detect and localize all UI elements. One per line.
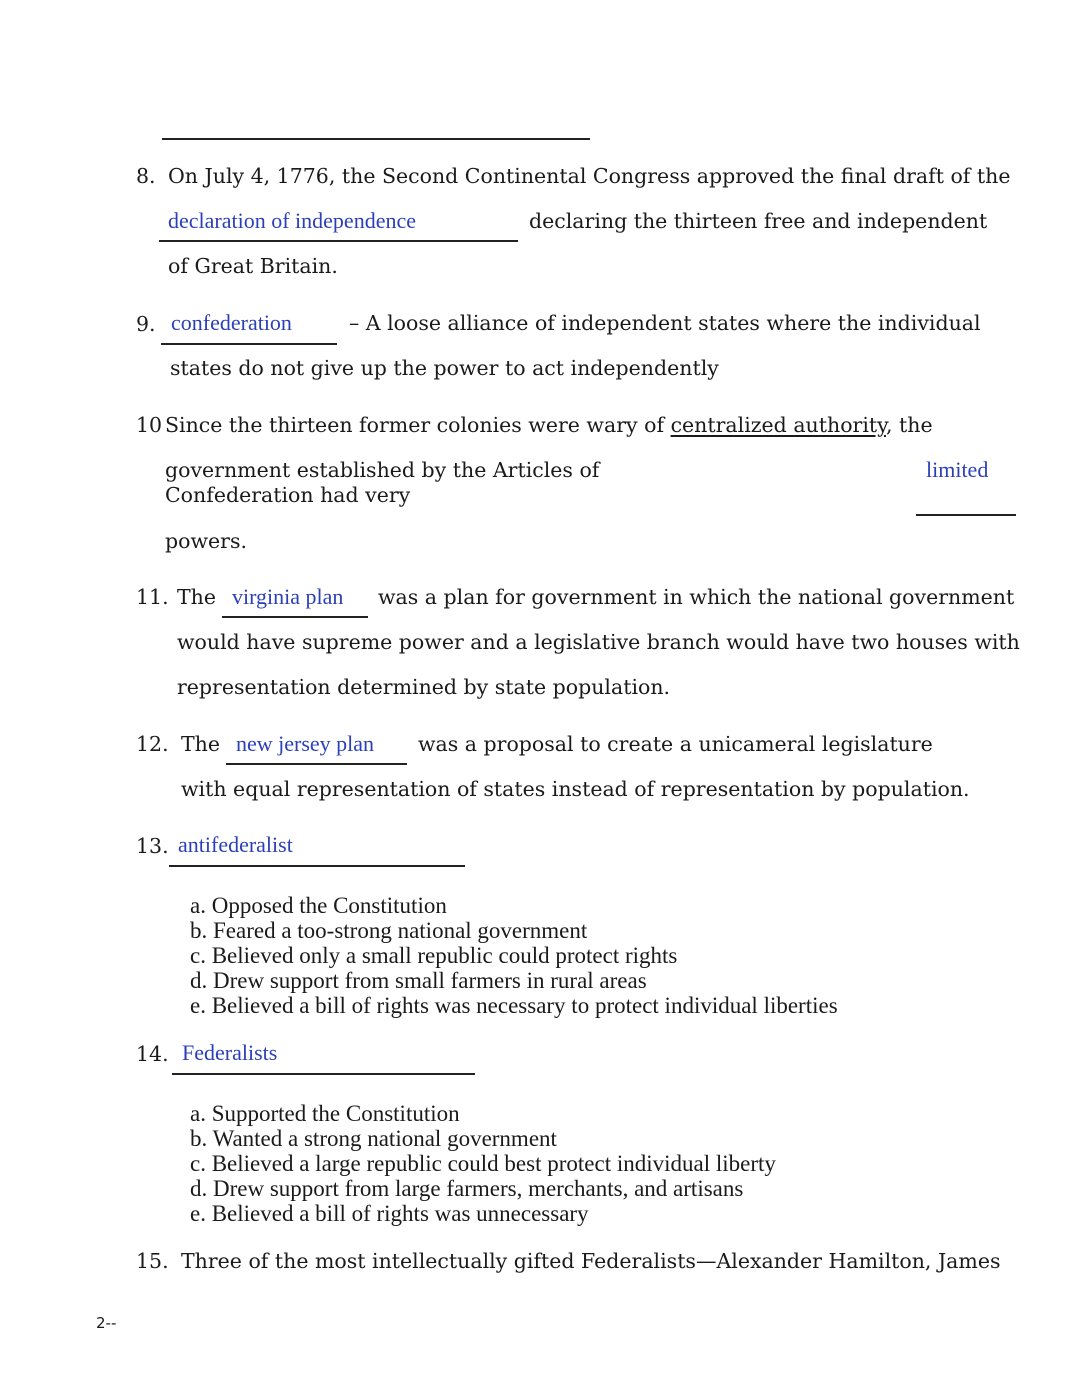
q10-text-2b: Confederation had very <box>165 483 411 507</box>
q10-text-1b: , the <box>885 413 933 437</box>
q8-text-2: declaring the thirteen free and independent <box>529 209 988 233</box>
list-text: Believed a large republic could best protect individual liberty <box>211 1151 776 1176</box>
q10-text-1a: Since the thirteen former colonies were wary of <box>165 413 665 437</box>
list-letter: b. <box>190 918 208 943</box>
q11-text-1: was a plan for government in which the national government <box>378 585 1015 609</box>
q14-number: 14. <box>136 1042 169 1066</box>
q11-answer-line <box>222 616 368 618</box>
q10-answer[interactable]: limited <box>926 457 989 482</box>
list-letter: b. <box>190 1126 208 1151</box>
list-item <box>190 1126 776 1151</box>
q11-answer[interactable]: virginia plan <box>232 584 344 609</box>
q8-number: 8. <box>136 164 156 188</box>
list-item <box>190 943 838 968</box>
list-item <box>190 993 838 1018</box>
q15-number: 15. <box>136 1249 169 1273</box>
q13-answer[interactable]: antifederalist <box>178 832 293 857</box>
top-answer-line <box>162 138 590 140</box>
list-letter: e. <box>190 1201 206 1226</box>
list-item <box>190 918 838 943</box>
q9-answer[interactable]: confederation <box>171 310 292 335</box>
list-letter: c. <box>190 1151 206 1176</box>
q9-number: 9. <box>136 312 156 336</box>
list-letter: a. <box>190 1101 206 1126</box>
q12-text-1: was a proposal to create a unicameral legislature <box>418 732 933 756</box>
q11-the: The <box>177 585 217 609</box>
q10-text-2a: government established by the Articles of <box>165 458 600 482</box>
list-letter: d. <box>190 968 208 993</box>
q10-underlined-term: centralized authority <box>670 413 886 437</box>
list-text: Drew support from small farmers in rural areas <box>213 968 647 993</box>
q13-list <box>190 893 838 1018</box>
list-letter: e. <box>190 993 206 1018</box>
list-letter: c. <box>190 943 206 968</box>
q8-answer-line <box>159 240 518 242</box>
q13-number: 13. <box>136 834 169 858</box>
q10-text-3: powers. <box>165 529 247 553</box>
list-item <box>190 968 838 993</box>
list-text: Opposed the Constitution <box>211 893 447 918</box>
list-text: Wanted a strong national government <box>212 1126 557 1151</box>
list-item <box>190 893 838 918</box>
q12-number: 12. <box>136 732 169 756</box>
q8-answer[interactable]: declaration of independence <box>168 208 416 233</box>
page-number: 2-- <box>96 1314 117 1332</box>
q12-text-2: with equal representation of states instead of representation by population. <box>181 777 970 801</box>
q14-answer[interactable]: Federalists <box>182 1040 278 1065</box>
list-text: Believed a bill of rights was necessary to protect individual liberties <box>211 993 838 1018</box>
list-text: Drew support from large farmers, merchants, and artisans <box>213 1176 744 1201</box>
list-text: Believed a bill of rights was unnecessary <box>211 1201 589 1226</box>
list-text: Believed only a small republic could protect rights <box>211 943 678 968</box>
q12-answer-line <box>226 763 407 765</box>
q11-text-3: representation determined by state population. <box>177 675 671 699</box>
q12-the: The <box>181 732 221 756</box>
q11-number: 11. <box>136 585 169 609</box>
list-text: Feared a too-strong national government <box>213 918 588 943</box>
q9-answer-line <box>161 343 337 345</box>
q13-answer-line <box>169 865 465 867</box>
q9-text-1: – A loose alliance of independent states where the individual <box>349 311 981 335</box>
list-item <box>190 1176 776 1201</box>
list-item <box>190 1201 776 1226</box>
q8-text-1: On July 4, 1776, the Second Continental Congress approved the final draft of the <box>168 164 1011 188</box>
list-item <box>190 1101 776 1126</box>
q8-text-3: of Great Britain. <box>168 254 338 278</box>
q10-text-1 <box>165 413 933 437</box>
q9-text-2: states do not give up the power to act independently <box>170 356 719 380</box>
q15-text-1: Three of the most intellectually gifted Federalists—Alexander Hamilton, James <box>181 1249 1001 1273</box>
q14-answer-line <box>172 1073 475 1075</box>
list-text: Supported the Constitution <box>211 1101 460 1126</box>
q10-number: 10 <box>136 413 163 437</box>
list-item <box>190 1151 776 1176</box>
q14-list <box>190 1101 776 1226</box>
list-letter: d. <box>190 1176 208 1201</box>
q10-answer-line <box>916 514 1016 516</box>
q12-answer[interactable]: new jersey plan <box>236 731 375 756</box>
list-letter: a. <box>190 893 206 918</box>
q11-text-2: would have supreme power and a legislative branch would have two houses with <box>177 630 1020 654</box>
